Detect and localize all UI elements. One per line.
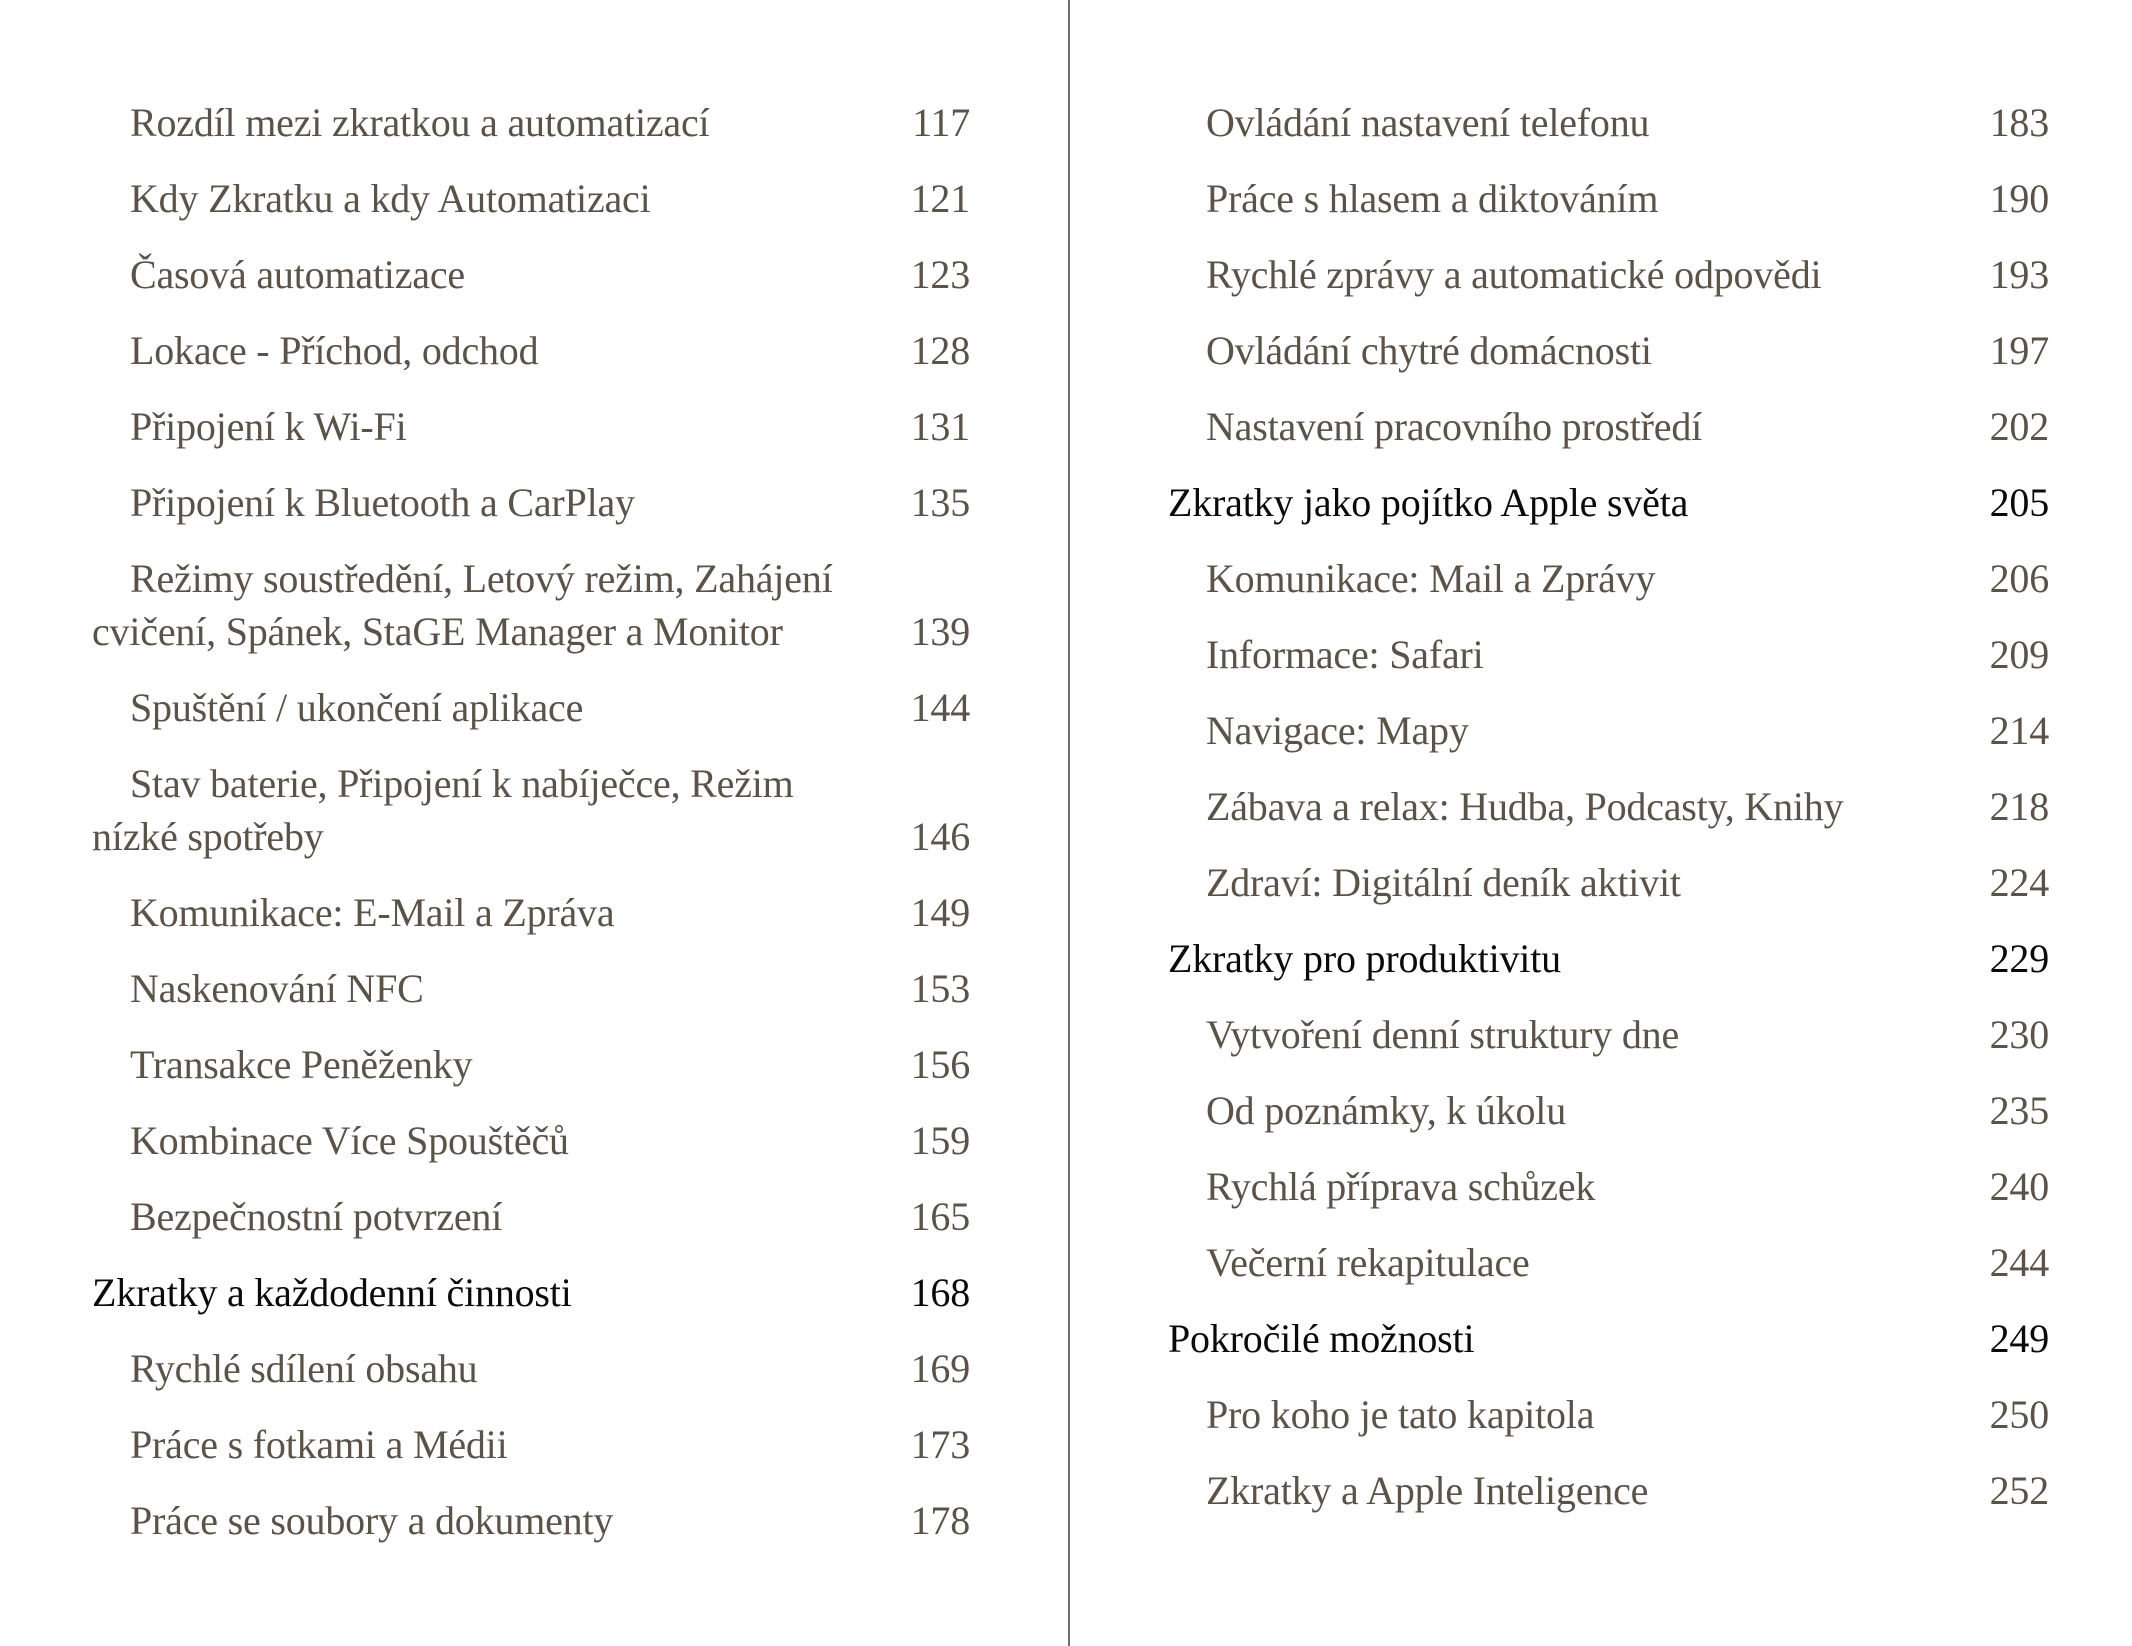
toc-entry-page-number: 135 xyxy=(910,480,970,525)
toc-entry-title: Transakce Peněženky xyxy=(130,1042,473,1087)
toc-entry-page-number: 230 xyxy=(1989,1012,2049,1057)
toc-entry-title: Vytvoření denní struktury dne xyxy=(1206,1012,1680,1057)
toc-entry-title: Zkratky a každodenní činnosti xyxy=(92,1270,572,1315)
toc-entry-title: Stav baterie, Připojení k nabíječce, Režim nízké spotřeby xyxy=(92,761,794,859)
toc-entry-title: Bezpečnostní potvrzení xyxy=(130,1194,503,1239)
toc-entry-page-number: 190 xyxy=(1989,176,2049,221)
toc-entry[interactable] xyxy=(92,1190,970,1243)
toc-entry[interactable] xyxy=(92,1114,970,1167)
toc-chapter-entry[interactable] xyxy=(1168,1312,2049,1365)
toc-entry[interactable] xyxy=(92,1494,970,1547)
toc-entry-page-number: 149 xyxy=(910,890,970,935)
toc-entry-page-number: 229 xyxy=(1989,936,2049,981)
toc-entry-title: Zdraví: Digitální deník aktivit xyxy=(1206,860,1681,905)
toc-entry[interactable] xyxy=(92,886,970,939)
toc-entry-page-number: 235 xyxy=(1989,1088,2049,1133)
toc-entry-page-number: 240 xyxy=(1989,1164,2049,1209)
toc-chapter-entry[interactable] xyxy=(1168,932,2049,985)
toc-entry-title: Zkratky a Apple Inteligence xyxy=(1206,1468,1649,1513)
toc-entry-page-number: 168 xyxy=(910,1270,970,1315)
toc-entry-page-number: 117 xyxy=(912,100,970,145)
toc-entry-title: Komunikace: E-Mail a Zpráva xyxy=(130,890,615,935)
toc-entry-title: Komunikace: Mail a Zprávy xyxy=(1206,556,1656,601)
toc-entry-title: Časová automatizace xyxy=(130,252,465,297)
toc-entry[interactable] xyxy=(1168,1464,2049,1517)
toc-entry-page-number: 121 xyxy=(910,176,970,221)
toc-entry-page-number: 218 xyxy=(1989,784,2049,829)
toc-entry-page-number: 139 xyxy=(910,609,970,654)
toc-entry-page-number: 146 xyxy=(910,814,970,859)
toc-entry-title: Kdy Zkratku a kdy Automatizaci xyxy=(130,176,651,221)
toc-chapter-entry[interactable] xyxy=(1168,476,2049,529)
toc-entry-title: Večerní rekapitulace xyxy=(1206,1240,1530,1285)
toc-entry[interactable] xyxy=(92,552,970,658)
toc-entry-page-number: 193 xyxy=(1989,252,2049,297)
toc-entry-title: Spuštění / ukončení aplikace xyxy=(130,685,584,730)
toc-entry[interactable] xyxy=(92,172,970,225)
toc-entry-title: Informace: Safari xyxy=(1206,632,1484,677)
left-page xyxy=(92,96,970,1570)
toc-entry-page-number: 123 xyxy=(910,252,970,297)
toc-entry[interactable] xyxy=(92,96,970,149)
toc-entry-page-number: 156 xyxy=(910,1042,970,1087)
toc-entry[interactable] xyxy=(92,248,970,301)
toc-entry-title: Nastavení pracovního prostředí xyxy=(1206,404,1703,449)
toc-list-left xyxy=(92,96,970,1547)
toc-entry-title: Lokace - Příchod, odchod xyxy=(130,328,539,373)
toc-entry[interactable] xyxy=(1168,1388,2049,1441)
toc-entry-title: Práce s hlasem a diktováním xyxy=(1206,176,1659,221)
toc-entry-page-number: 165 xyxy=(910,1194,970,1239)
toc-entry-title: Ovládání chytré domácnosti xyxy=(1206,328,1652,373)
right-page xyxy=(1168,96,2049,1540)
toc-entry-title: Naskenování NFC xyxy=(130,966,424,1011)
toc-entry[interactable] xyxy=(92,400,970,453)
toc-entry-page-number: 173 xyxy=(910,1422,970,1467)
toc-entry-page-number: 128 xyxy=(910,328,970,373)
toc-entry-title: Ovládání nastavení telefonu xyxy=(1206,100,1650,145)
toc-entry-title: Rychlé sdílení obsahu xyxy=(130,1346,478,1391)
toc-entry-title: Od poznámky, k úkolu xyxy=(1206,1088,1567,1133)
toc-entry[interactable] xyxy=(1168,172,2049,225)
toc-entry[interactable] xyxy=(1168,1084,2049,1137)
toc-entry-page-number: 197 xyxy=(1989,328,2049,373)
toc-entry[interactable] xyxy=(1168,1160,2049,1213)
toc-entry-page-number: 205 xyxy=(1989,480,2049,525)
toc-entry-page-number: 183 xyxy=(1989,100,2049,145)
toc-entry-title: Rozdíl mezi zkratkou a automatizací xyxy=(130,100,710,145)
toc-entry-page-number: 202 xyxy=(1989,404,2049,449)
toc-entry-page-number: 178 xyxy=(910,1498,970,1543)
toc-entry[interactable] xyxy=(92,757,970,863)
toc-entry-page-number: 144 xyxy=(910,685,970,730)
toc-entry-title: Rychlá příprava schůzek xyxy=(1206,1164,1596,1209)
toc-entry-title: Práce se soubory a dokumenty xyxy=(130,1498,614,1543)
toc-entry[interactable] xyxy=(92,962,970,1015)
toc-entry-title: Práce s fotkami a Médii xyxy=(130,1422,508,1467)
toc-entry[interactable] xyxy=(92,1418,970,1471)
toc-entry[interactable] xyxy=(92,476,970,529)
toc-entry[interactable] xyxy=(1168,96,2049,149)
toc-entry[interactable] xyxy=(92,1342,970,1395)
toc-entry-title: Připojení k Wi-Fi xyxy=(130,404,407,449)
toc-entry[interactable] xyxy=(92,324,970,377)
toc-entry[interactable] xyxy=(1168,552,2049,605)
toc-entry[interactable] xyxy=(1168,400,2049,453)
toc-entry-page-number: 131 xyxy=(910,404,970,449)
toc-entry-page-number: 159 xyxy=(910,1118,970,1163)
page-divider xyxy=(1068,0,1070,1646)
toc-entry-title: Režimy soustředění, Letový režim, Zahájení cvičení, Spánek, StaGE Manager a Monitor xyxy=(92,556,833,654)
toc-entry[interactable] xyxy=(1168,856,2049,909)
toc-entry-title: Navigace: Mapy xyxy=(1206,708,1469,753)
toc-entry-page-number: 206 xyxy=(1989,556,2049,601)
toc-entry[interactable] xyxy=(1168,248,2049,301)
toc-entry[interactable] xyxy=(1168,324,2049,377)
toc-list-right xyxy=(1168,96,2049,1517)
toc-entry[interactable] xyxy=(92,1038,970,1091)
toc-entry-page-number: 169 xyxy=(910,1346,970,1391)
toc-entry[interactable] xyxy=(1168,704,2049,757)
toc-entry-page-number: 244 xyxy=(1989,1240,2049,1285)
toc-entry-page-number: 252 xyxy=(1989,1468,2049,1513)
toc-entry[interactable] xyxy=(1168,1236,2049,1289)
toc-entry[interactable] xyxy=(92,681,970,734)
toc-entry[interactable] xyxy=(1168,1008,2049,1061)
toc-entry[interactable] xyxy=(1168,780,2049,833)
toc-entry-page-number: 214 xyxy=(1989,708,2049,753)
toc-entry-title: Pokročilé možnosti xyxy=(1168,1316,1475,1361)
toc-entry-title: Připojení k Bluetooth a CarPlay xyxy=(130,480,635,525)
toc-entry-title: Zkratky pro produktivitu xyxy=(1168,936,1561,981)
toc-entry-page-number: 209 xyxy=(1989,632,2049,677)
toc-chapter-entry[interactable] xyxy=(92,1266,970,1319)
toc-entry[interactable] xyxy=(1168,628,2049,681)
toc-entry-page-number: 153 xyxy=(910,966,970,1011)
toc-entry-page-number: 224 xyxy=(1989,860,2049,905)
toc-entry-title: Zkratky jako pojítko Apple světa xyxy=(1168,480,1689,525)
toc-entry-page-number: 250 xyxy=(1989,1392,2049,1437)
toc-entry-page-number: 249 xyxy=(1989,1316,2049,1361)
toc-entry-title: Kombinace Více Spouštěčů xyxy=(130,1118,569,1163)
toc-entry-title: Rychlé zprávy a automatické odpovědi xyxy=(1206,252,1822,297)
toc-entry-title: Zábava a relax: Hudba, Podcasty, Knihy xyxy=(1206,784,1844,829)
toc-entry-title: Pro koho je tato kapitola xyxy=(1206,1392,1595,1437)
